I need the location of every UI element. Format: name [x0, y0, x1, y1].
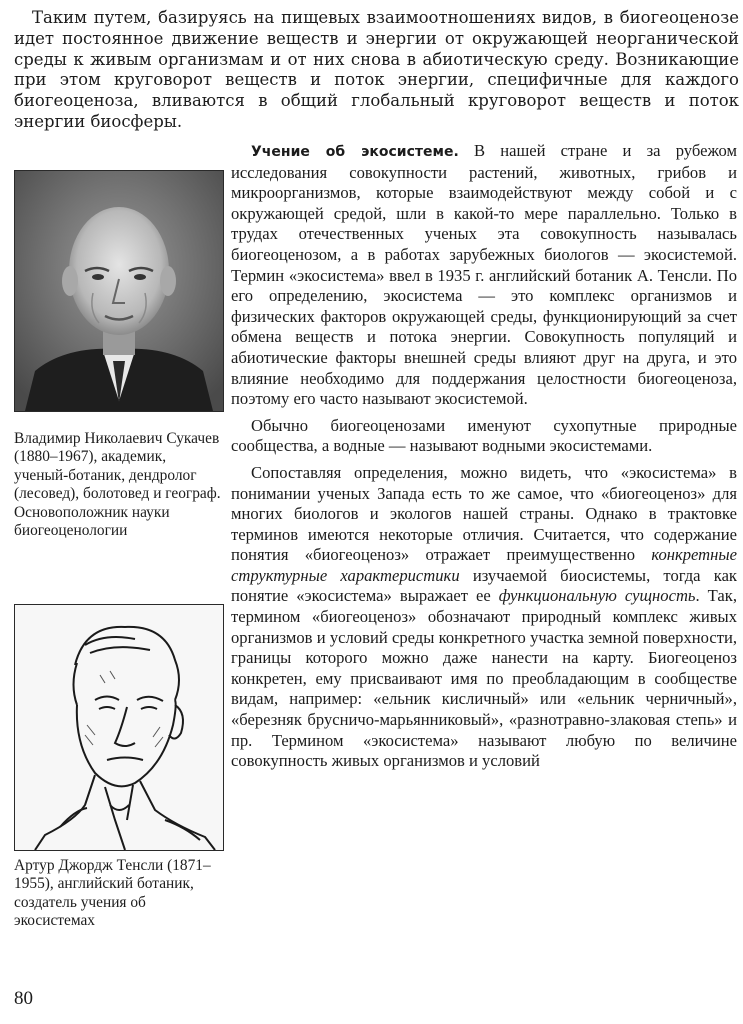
intro-paragraph [14, 8, 739, 133]
sukachev-portrait [14, 170, 224, 412]
tansley-drawing-image [15, 605, 223, 850]
intro-text: Таким путем, базируясь на пищевых взаимоотношениях видов, в биогеоценозе идет постоянное движение веществ и энергии от окружающей неорганической среды к живым организмам и от них снова в абиотическую среду. Возникающие при этом круговорот веществ и поток энергии, специфичные для каждого биогеоценоза, вливаются в общий глобальный круговорот веществ и поток энергии биосферы. [14, 8, 739, 131]
paragraph-3-part-b: изучаемой биосистемы, тогда как понятие «экосистема» выражает ее [231, 565, 737, 606]
tansley-caption: Артур Джордж Тенсли (1871–1955), английский ботаник, создатель учения об экосистемах [14, 857, 211, 930]
main-text-column [231, 141, 737, 778]
sukachev-caption: Владимир Николаевич Сукачев (1880–1967), академик, ученый-ботаник, дендролог (лесовед), болотовед и географ. Основоположник науки биогеоценологии [14, 430, 221, 540]
paragraph-3-emphasis-2: функциональную сущность [498, 586, 696, 606]
ecosystem-paragraph-1 [231, 141, 737, 410]
tansley-portrait [14, 604, 224, 851]
paragraph-1-text: В нашей стране и за рубежом исследования совокупности растений, животных, грибов и микроорганизмов, которые взаимодействуют между собой и с окружающей средой, шли в какой-то мере параллельно. Только в трудах отечественных ученых эта совокупность называлась биогеоценозом, а в работах зарубежных биологов — экосистемой. Термин «экосистема» ввел в 1935 г. английский ботаник А. Тенсли. По его определению, экосистема — это комплекс организмов и физических факторов окружающей среды, функционирующий за счет обмена веществ и потока энергии. Совокупность популяций и абиотические факторы внешней среды влияют друг на друга, и это влияние необходимо для поддержания целостности биогеоценоза, поэтому его часто называют экосистемой. [231, 141, 737, 409]
paragraph-3-emphasis-1: конкретные структурные характеристики [231, 545, 737, 585]
ecosystem-paragraph-3 [231, 463, 737, 772]
paragraph-3-part-a: Сопоставляя определения, можно видеть, что «экосистема» в понимании ученых Запада есть то же самое, что «биогеоценоз» для многих биологов и экологов нашей страны. Однако в трактовке терминов имеются некоторые отличия. Считается, что содержание понятия «биогеоценоз» отражает преимущественно [231, 462, 737, 565]
page-number: 80 [14, 988, 33, 1009]
section-heading: Учение об экосистеме. [251, 144, 459, 160]
sukachev-photo-image [15, 171, 223, 411]
paragraph-3-part-c: . Так, термином «биогеоценоз» обозначают природный комплекс живых организмов и условий среды конкретного участка земной поверхности, границы которого можно даже нанести на карту. Биогеоценоз конкретен, ему присваивают имя по преобладающим в сообществе видам, например: «ельник кисличный» или «ельник черничный», «березняк брусничо-марьянниковый», «разнотравно-злаковая степь» и пр. Термином «экосистема» называют любую по величине совокупность живых организмов и условий [231, 586, 737, 771]
ecosystem-paragraph-2: Обычно биогеоценозами именуют сухопутные природные сообщества, а водные — называют водными экосистемами. [231, 415, 737, 456]
